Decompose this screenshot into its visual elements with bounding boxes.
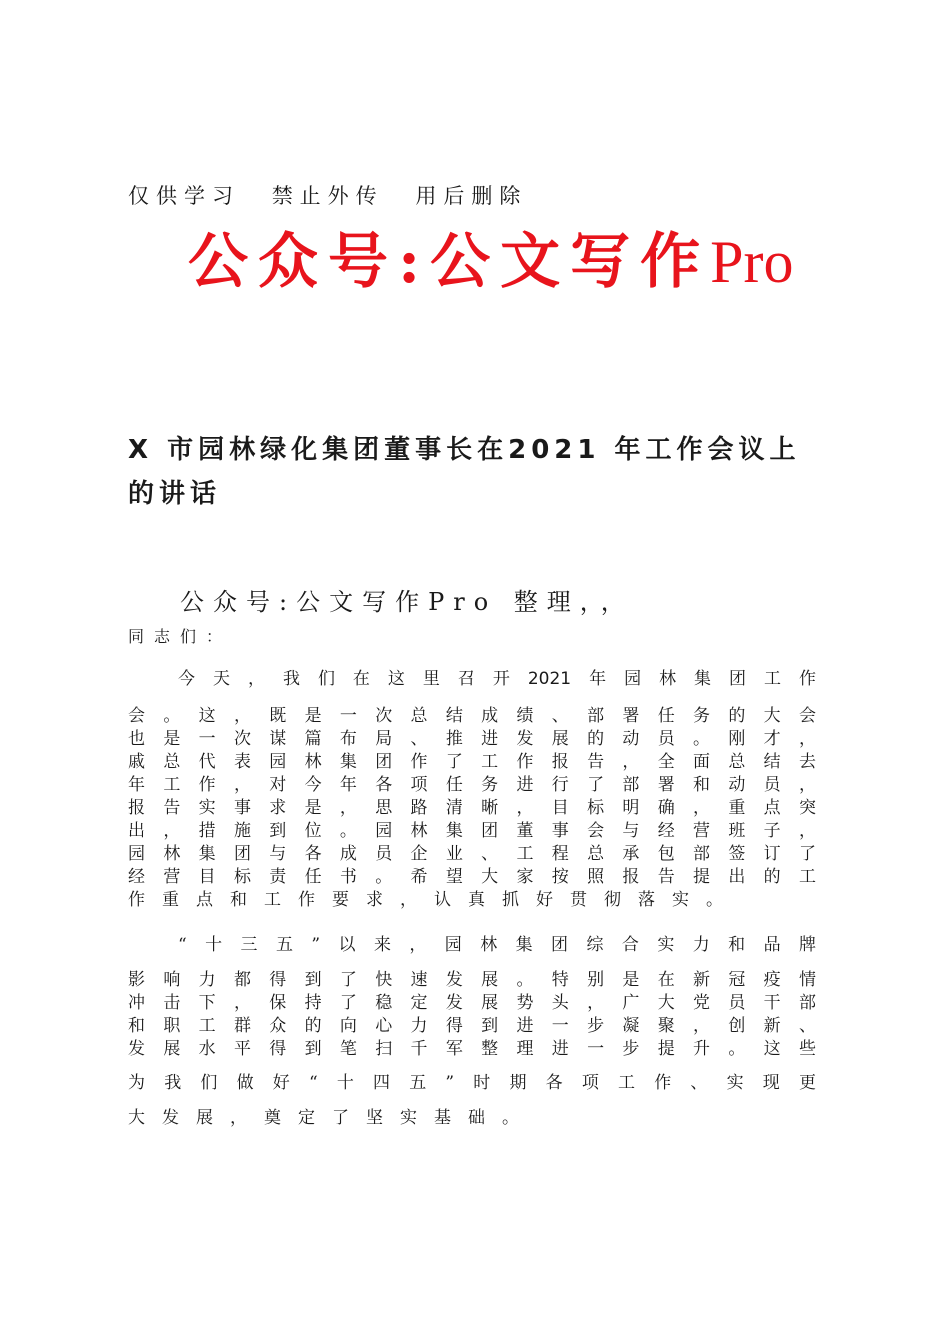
paragraph2-line: 影 响 力 都 得 到 了 快 速 发 展 。 特 别 是 在 新 冠 疫 情 xyxy=(128,970,816,990)
brand-banner xyxy=(188,222,794,302)
paragraph1-line: 园 林 集 团 与 各 成 员 企 业 、 工 程 总 承 包 部 签 订 了 xyxy=(128,844,816,864)
brand-name: 公众号:公文写作 xyxy=(188,227,711,297)
paragraph1-line: 戚 总 代 表 园 林 集 团 作 了 工 作 报 告 ， 全 面 总 结 去 xyxy=(128,752,816,772)
paragraph1-line: 今 天 ， 我 们 在 这 里 召 开 2021 年 园 林 集 团 工 作 xyxy=(178,669,816,689)
paragraph2-line: 为 我 们 做 好 “ 十 四 五 ” 时 期 各 项 工 作 、 实 现 更 xyxy=(128,1073,816,1093)
salutation: 同志们： xyxy=(128,627,233,646)
notice-study-only: 仅供学习 xyxy=(128,184,240,208)
paragraph1-line: 会 。 这 ， 既 是 一 次 总 结 成 绩 、 部 署 任 务 的 大 会 xyxy=(128,706,816,726)
paragraph2-line: 和 职 工 群 众 的 向 心 力 得 到 进 一 步 凝 聚 ， 创 新 、 xyxy=(128,1016,816,1036)
compiled-by-line: 公众号:公文写作Pro 整理，， xyxy=(180,588,634,616)
document-title: X 市园林绿化集团董事长在2021 年工作会议上的讲话 xyxy=(128,435,801,509)
paragraph2-line: 大 发 展 ， 奠 定 了 坚 实 基 础 。 xyxy=(128,1108,519,1128)
notice-delete-after-use: 用后删除 xyxy=(415,184,528,208)
paragraph1-line: 作 重 点 和 工 作 要 求 ， 认 真 抓 好 贯 彻 落 实 。 xyxy=(128,890,723,910)
paragraph2-line: “ 十 三 五 ” 以 来 ， 园 林 集 团 综 合 实 力 和 品 牌 xyxy=(178,935,816,955)
notice-no-distribution: 禁止外传 xyxy=(271,184,384,208)
paragraph1-line: 也 是 一 次 谋 篇 布 局 、 推 进 发 展 的 动 员 。 刚 才 ， xyxy=(128,729,816,749)
paragraph2-line: 冲 击 下 ， 保 持 了 稳 定 发 展 势 头 ， 广 大 党 员 干 部 xyxy=(128,993,816,1013)
brand-suffix: Pro xyxy=(710,229,794,295)
paragraph1-line: 年 工 作 ， 对 今 年 各 项 任 务 进 行 了 部 署 和 动 员 ， xyxy=(128,775,816,795)
usage-notice xyxy=(128,180,545,210)
paragraph2-line: 发 展 水 平 得 到 笔 扫 千 军 整 理 进 一 步 提 升 。 这 些 xyxy=(128,1039,816,1059)
paragraph1-line: 出 ， 措 施 到 位 。 园 林 集 团 董 事 会 与 经 营 班 子 ， xyxy=(128,821,816,841)
paragraph1-line: 报 告 实 事 求 是 ， 思 路 清 晰 ， 目 标 明 确 ， 重 点 突 xyxy=(128,798,816,818)
paragraph1-line: 经 营 目 标 责 任 书 。 希 望 大 家 按 照 报 告 提 出 的 工 xyxy=(128,867,816,887)
